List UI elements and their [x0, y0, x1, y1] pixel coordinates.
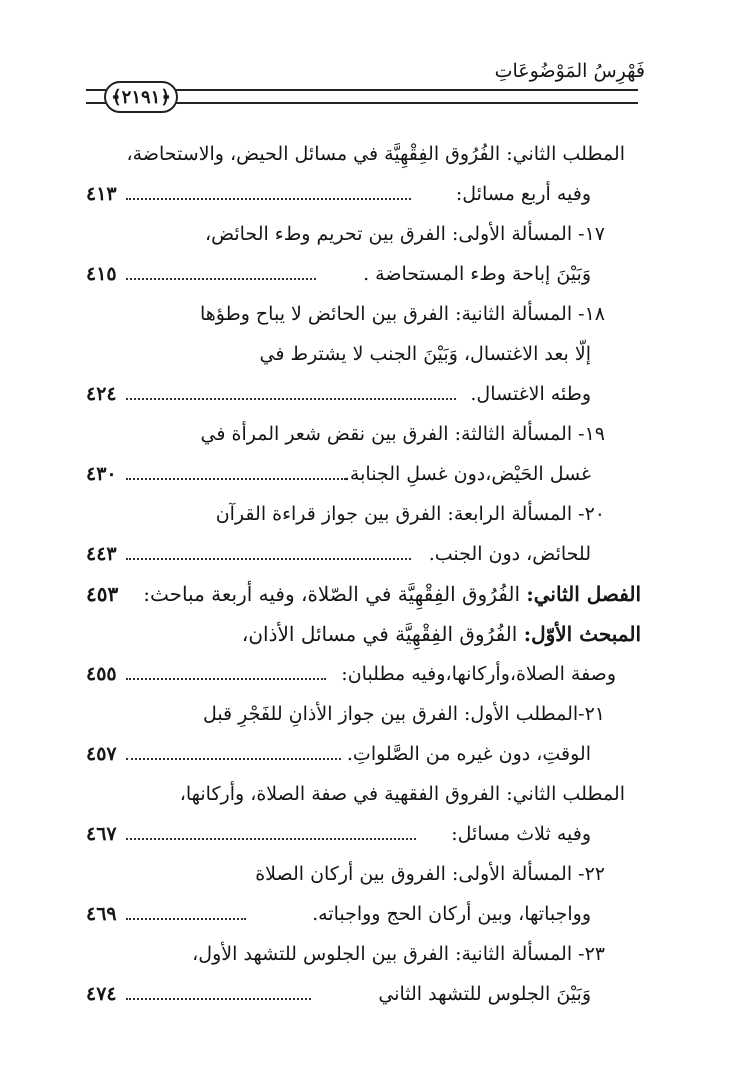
- toc-line: [86, 254, 591, 294]
- toc-section-line: [180, 614, 641, 654]
- toc-line: [120, 294, 605, 334]
- toc-leader-dots: [126, 918, 246, 920]
- toc-line-text: الوقتِ، دون غيره من الصَّلواتِ.: [346, 743, 591, 765]
- toc-line: [86, 374, 591, 414]
- toc-leader-dots: [126, 398, 456, 400]
- chapter-label: الفصل الثاني:: [526, 582, 641, 606]
- toc-line-text: ٢٢- المسألة الأولى: الفروق بين أركان الصلاة: [255, 863, 605, 885]
- toc-page-number: ٤٥٥: [86, 663, 117, 685]
- toc-leader-dots: [126, 198, 411, 200]
- toc-line: [150, 414, 605, 454]
- toc-leader-dots: [126, 998, 311, 1000]
- header-rule-right-top: [176, 89, 638, 91]
- toc-page-number: ٤٦٧: [86, 823, 117, 845]
- toc-line-text: وفيه أربع مسائل:: [455, 183, 591, 205]
- toc-line-text: وفيه ثلاث مسائل:: [451, 823, 591, 845]
- toc-line: [86, 734, 591, 774]
- toc-line: [190, 854, 605, 894]
- toc-line: [140, 694, 605, 734]
- toc-line-text: ١٨- المسألة الثانية: الفرق بين الحائض لا يباح وطؤها: [199, 303, 605, 325]
- toc-chapter-line: [86, 574, 641, 614]
- toc-leader-dots: [126, 558, 411, 560]
- toc-line: [86, 174, 591, 214]
- toc-line: [80, 134, 625, 174]
- toc-leader-dots: [126, 478, 346, 480]
- section-title: الفُرُوق الفِقْهِيَّة في مسائل الأذان،: [241, 622, 518, 646]
- toc-line-text: وطئه الاغتسال.: [470, 383, 591, 405]
- toc-line-text: وَبَيْنَ الجلوس للتشهد الثاني: [378, 983, 591, 1005]
- toc-line-text: إلّا بعد الاغتسال، وَبَيْنَ الجنب لا يشترط في: [259, 343, 591, 365]
- header-rule-right-bottom: [176, 102, 638, 104]
- toc-line: [86, 974, 591, 1014]
- toc-line: [86, 894, 591, 934]
- running-header-title: فَهْرِسُ المَوْضُوعَاتِ: [494, 60, 645, 82]
- toc-line: [86, 534, 591, 574]
- toc-line: [80, 774, 625, 814]
- toc-line-text: وصفة الصلاة،وأركانها،وفيه مطلبان:: [341, 663, 616, 685]
- toc-line: [150, 494, 605, 534]
- toc-line-text: المطلب الثاني: الفُرُوق الفِقْهِيَّة في مسائل الحيض، والاستحاضة،: [126, 143, 625, 165]
- toc-page-number: ٤٢٤: [86, 383, 117, 405]
- section-label: المبحث الأوّل:: [523, 622, 641, 646]
- toc-line-text: وَبَيْنَ إباحة وطء المستحاضة .: [363, 263, 591, 285]
- toc-leader-dots: [126, 278, 316, 280]
- toc-leader-dots: [126, 838, 416, 840]
- toc-leader-dots: [126, 758, 341, 760]
- header-rule-left-top: [86, 89, 106, 91]
- toc-page-number: ٤٥٣: [86, 582, 119, 606]
- toc-line-text: [143, 574, 641, 614]
- toc-line: [86, 654, 616, 694]
- chapter-title: الفُرُوق الفِقْهِيَّة في الصّلاة، وفيه أربعة مباحث:: [143, 582, 521, 606]
- toc-page-number: ٤١٣: [86, 183, 117, 205]
- toc-line: [86, 454, 591, 494]
- toc-page-number: ٤١٥: [86, 263, 117, 285]
- toc-line-text: المطلب الثاني: الفروق الفقهية في صفة الصلاة، وأركانها،: [179, 783, 625, 805]
- toc-page-number: ٤٥٧: [86, 743, 117, 765]
- toc-line: [150, 334, 591, 374]
- toc-line-text: وواجباتها، وبين أركان الحج وواجباته.: [312, 903, 591, 925]
- header-rule-left-bottom: [86, 102, 106, 104]
- page-number: ﴿٢١٩١﴾: [104, 81, 178, 113]
- toc-page-number: ٤٣٠: [86, 463, 117, 485]
- toc-line-text: ١٧- المسألة الأولى: الفرق بين تحريم وطء الحائض،: [204, 223, 605, 245]
- toc-line-text: ٢٠- المسألة الرابعة: الفرق بين جواز قراءة القرآن: [215, 503, 605, 525]
- toc-line-text: غسل الحَيْض،دون غسلِ الجنابة.: [343, 463, 591, 485]
- toc-page-number: ٤٦٩: [86, 903, 117, 925]
- toc-line-text: ٢١-المطلب الأول: الفرق بين جواز الأذانِ للفَجْرِ قبل: [202, 703, 605, 725]
- toc-page-number: ٤٧٤: [86, 983, 117, 1005]
- toc-line-text: ١٩- المسألة الثالثة: الفرق بين نقض شعر المرأة في: [200, 423, 605, 445]
- toc-line-text: ٢٣- المسألة الثانية: الفرق بين الجلوس للتشهد الأول،: [192, 943, 605, 965]
- toc-line-text: [242, 614, 641, 654]
- toc-page-number: ٤٤٣: [86, 543, 117, 565]
- toc-line: [100, 214, 605, 254]
- toc-line: [120, 934, 605, 974]
- toc-line-text: للحائض، دون الجنب.: [428, 543, 591, 565]
- toc-leader-dots: [126, 678, 326, 680]
- toc-line: [86, 814, 591, 854]
